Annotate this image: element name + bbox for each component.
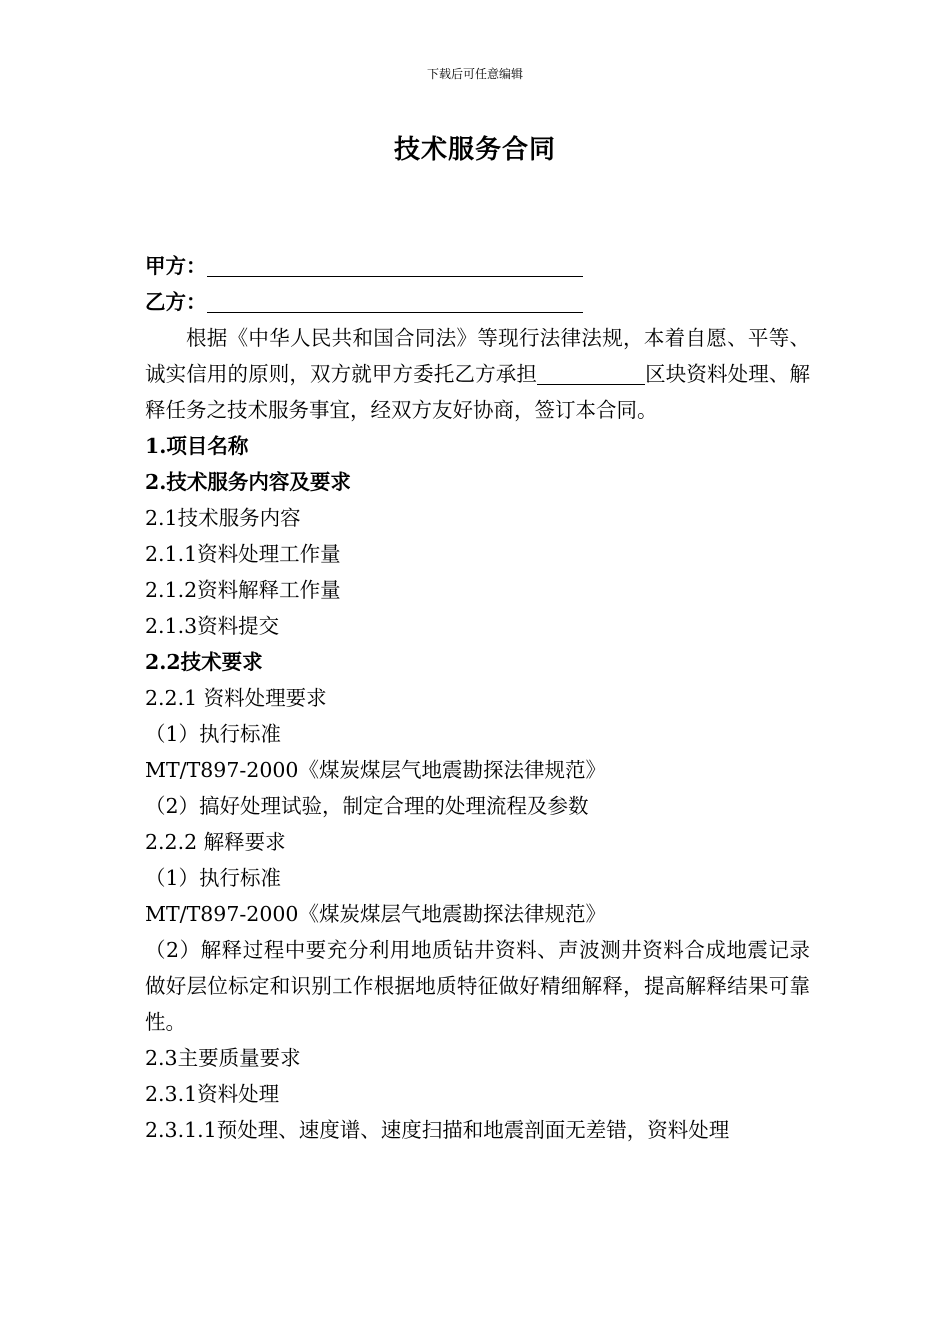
section-2-heading: 2.技术服务内容及要求 <box>145 470 351 494</box>
section-2-3-1: 2.3.1资料处理 <box>145 1082 280 1106</box>
section-2-2-2-item1: （1）执行标准 <box>145 866 282 890</box>
section-2-1-3: 2.1.3资料提交 <box>145 614 280 638</box>
document-title: 技术服务合同 <box>393 135 556 165</box>
section-2-2-2-item2: （2）解释过程中要充分利用地质钻井资料、声波测井资料合成地震记录做好层位标定和识别工作根据地质特征做好精细解释，提高解释结果可靠性。 <box>145 938 810 1034</box>
header-note: 下载后可任意编辑 <box>426 67 523 81</box>
section-2-3-1-1: 2.3.1.1预处理、速度谱、速度扫描和地震剖面无差错，资料处理 <box>145 1118 730 1142</box>
party-a-blank <box>207 252 583 277</box>
section-2-2-1-standard: MT/T897-2000《煤炭煤层气地震勘探法律规范》 <box>145 758 606 782</box>
section-2-3-heading: 2.3主要质量要求 <box>145 1046 301 1070</box>
section-2-1-1: 2.1.1资料处理工作量 <box>145 542 341 566</box>
section-2-2-1-item1: （1）执行标准 <box>145 722 282 746</box>
intro-text-part2: 区块资料处理、解释任务之技术服务事宜，经双方友好协商，签订本合同。 <box>145 362 811 422</box>
section-2-2-1: 2.2.1 资料处理要求 <box>145 686 327 710</box>
intro-paragraph <box>145 320 810 428</box>
section-2-1-2: 2.1.2资料解释工作量 <box>145 578 341 602</box>
party-a-label: 甲方： <box>145 254 207 278</box>
section-1-heading: 1.项目名称 <box>145 434 249 458</box>
document-body <box>145 248 810 1148</box>
party-a-row <box>145 248 810 284</box>
section-2-1-heading: 2.1技术服务内容 <box>145 506 301 530</box>
block-name-blank <box>537 360 645 385</box>
party-b-row <box>145 284 810 320</box>
section-2-2-2: 2.2.2 解释要求 <box>145 830 286 854</box>
section-2-2-heading: 2.2技术要求 <box>145 650 263 674</box>
party-b-blank <box>207 288 583 313</box>
section-2-2-1-item2: （2）搞好处理试验，制定合理的处理流程及参数 <box>145 794 589 818</box>
intro-text-part1: 根据《中华人民共和国合同法》等现行法律法规，本着自愿、平等、诚实信用的原则，双方就甲方委托乙方承担 <box>145 326 810 386</box>
section-2-2-2-standard: MT/T897-2000《煤炭煤层气地震勘探法律规范》 <box>145 902 606 926</box>
party-b-label: 乙方： <box>145 290 207 314</box>
